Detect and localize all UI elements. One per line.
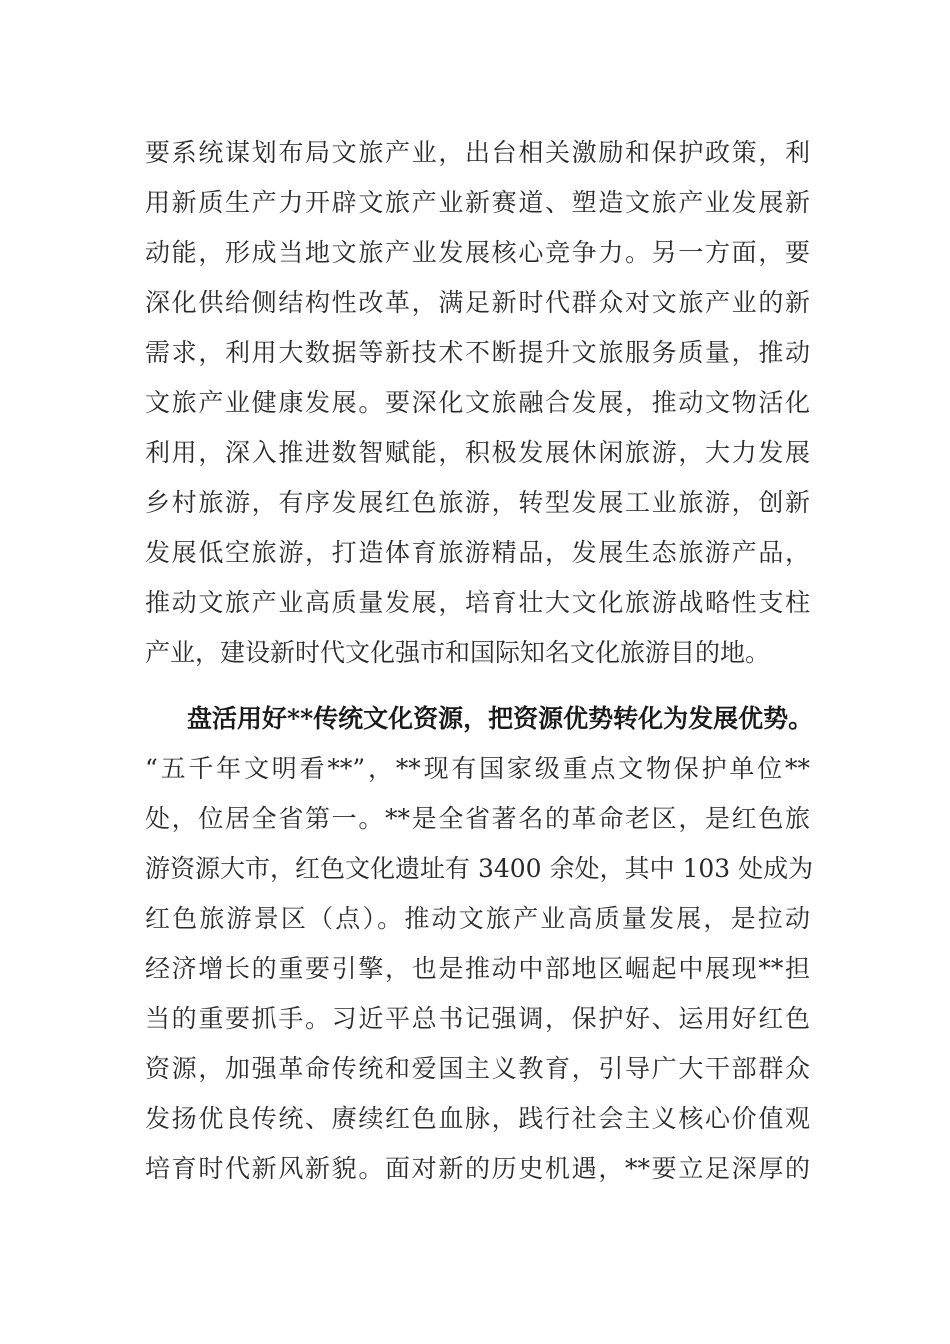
paragraph-line: 处，位居全省第一。**是全省著名的革命老区，是红色旅 — [145, 804, 810, 833]
paragraph-spacer — [145, 678, 810, 694]
paragraph-line: “五千年文明看**”，**现有国家级重点文物保护单位** — [145, 754, 810, 783]
paragraph-line: 利用，深入推进数智赋能，积极发展休闲旅游，大力发展 — [145, 438, 810, 467]
paragraph-line: 发扬优良传统、赓续红色血脉，践行社会主义核心价值观 — [145, 1104, 810, 1133]
paragraph-line: 游资源大市，红色文化遗址有 3400 余处，其中 103 处成为 — [145, 854, 814, 883]
paragraph-line: 产业，建设新时代文化强市和国际知名文化旅游目的地。 — [145, 638, 771, 667]
paragraph-line: 推动文旅产业高质量发展，培育壮大文化旅游战略性支柱 — [145, 588, 810, 617]
paragraph-line: 文旅产业健康发展。要深化文旅融合发展，推动文物活化 — [145, 388, 810, 417]
paragraph-1 — [145, 128, 810, 678]
paragraph-line: 动能，形成当地文旅产业发展核心竞争力。另一方面，要 — [145, 238, 810, 267]
paragraph-line: 培育时代新风新貌。面对新的历史机遇，**要立足深厚的 — [145, 1154, 810, 1183]
paragraph-line: 红色旅游景区（点）。推动文旅产业高质量发展，是拉动 — [145, 904, 810, 933]
paragraph-line: 需求，利用大数据等新技术不断提升文旅服务质量，推动 — [145, 338, 810, 367]
paragraph-line: 深化供给侧结构性改革，满足新时代群众对文旅产业的新 — [145, 288, 810, 317]
section-heading: 盘活用好**传统文化资源，把资源优势转化为发展优势。 — [187, 704, 814, 733]
paragraph-line: 资源，加强革命传统和爱国主义教育，引导广大干部群众 — [145, 1054, 810, 1083]
paragraph-line: 乡村旅游，有序发展红色旅游，转型发展工业旅游，创新 — [145, 488, 810, 517]
paragraph-line: 经济增长的重要引擎，也是推动中部地区崛起中展现**担 — [145, 954, 810, 983]
document-body — [145, 128, 814, 1194]
paragraph-line: 要系统谋划布局文旅产业，出台相关激励和保护政策，利 — [145, 138, 810, 167]
paragraph-line: 当的重要抓手。习近平总书记强调，保护好、运用好红色 — [145, 1004, 810, 1033]
paragraph-2 — [145, 694, 814, 1194]
paragraph-line: 用新质生产力开辟文旅产业新赛道、塑造文旅产业发展新 — [145, 188, 810, 217]
paragraph-line: 发展低空旅游，打造体育旅游精品，发展生态旅游产品， — [145, 538, 810, 567]
